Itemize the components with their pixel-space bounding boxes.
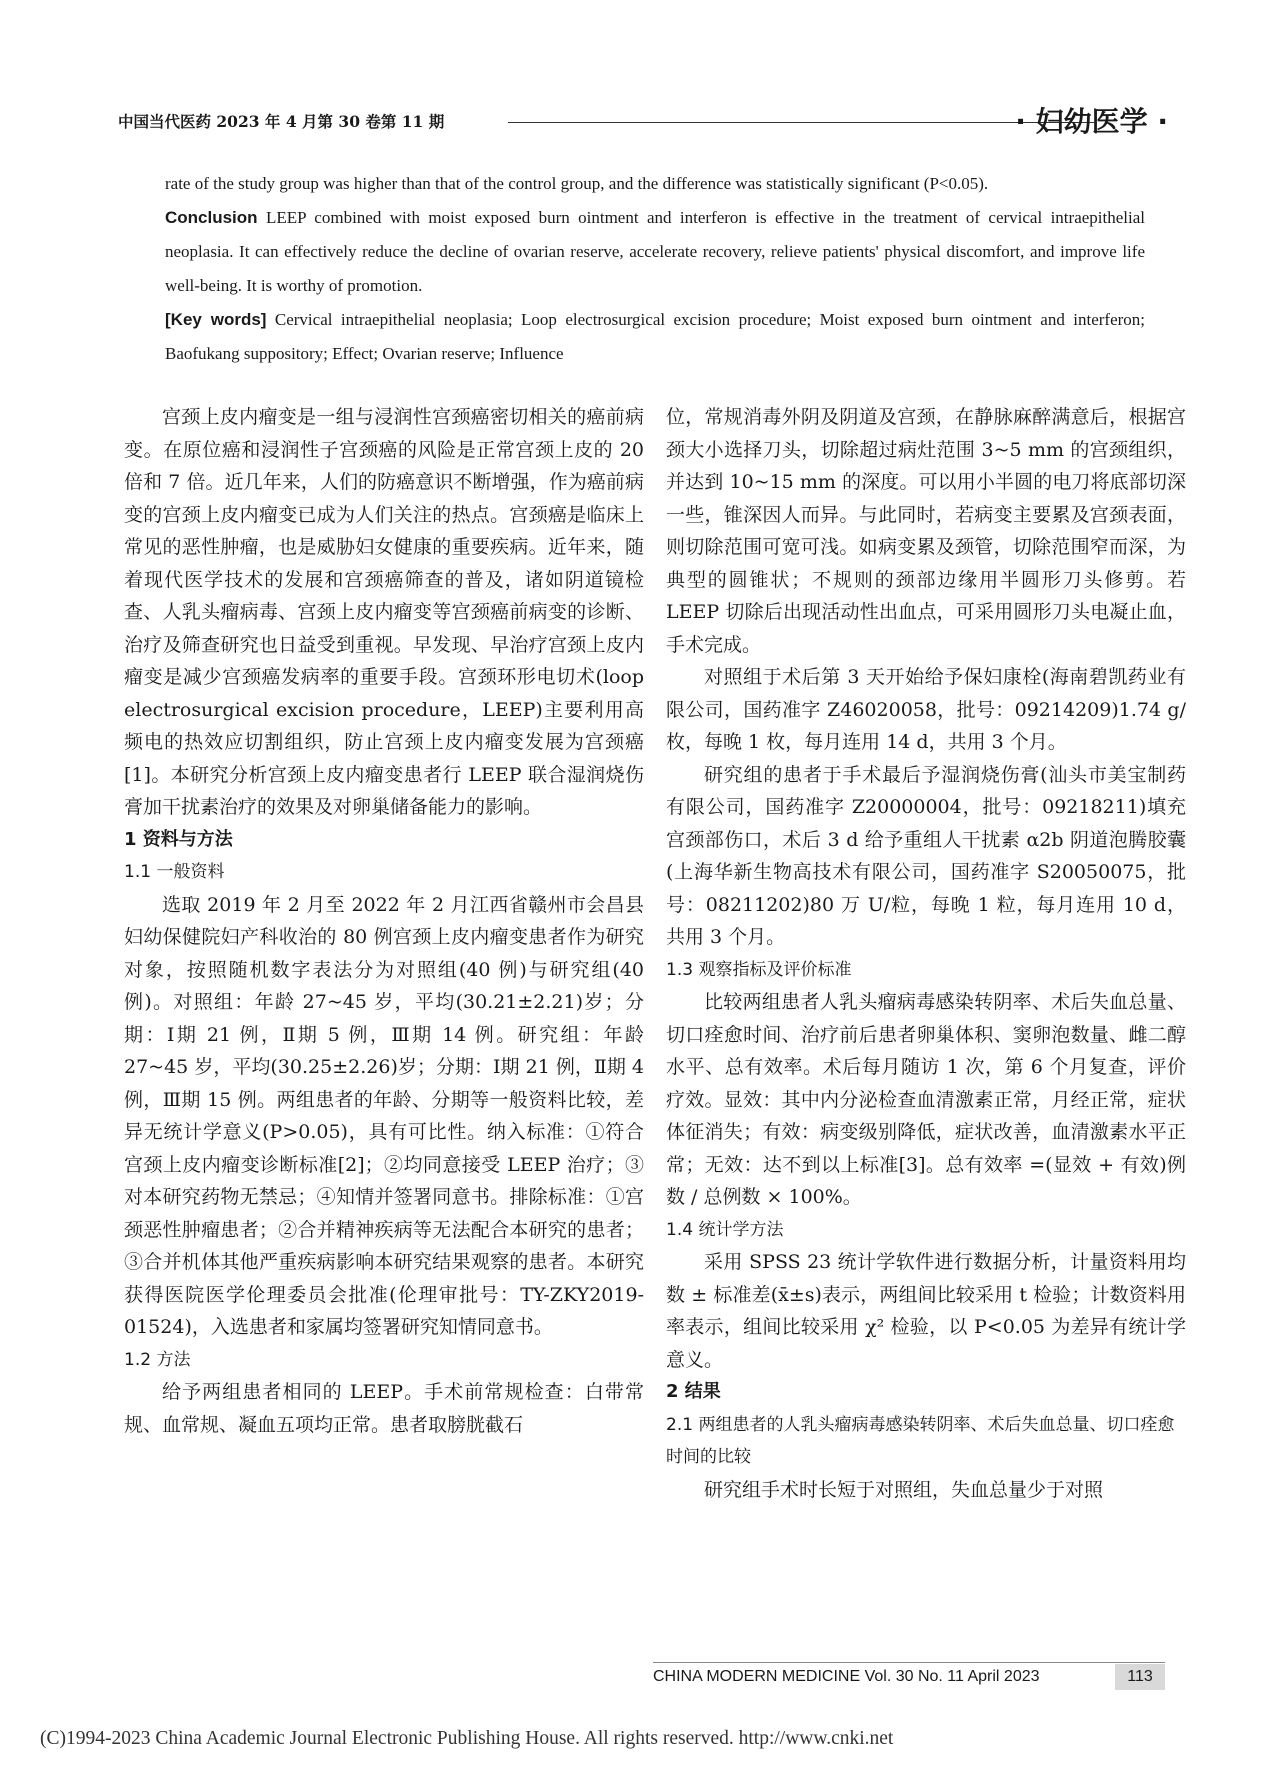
study-group-paragraph: 研究组的患者于手术最后予湿润烧伤膏(汕头市美宝制药有限公司，国药准字 Z20000004，批号：09218211)填充宫颈部伤口，术后 3 d 给予重组人干扰素 α2b 阴道泡腾胶囊(上海华新生物高技术有限公司，国药准字 S20050075，批号：08211202)80 万 U/粒，每晚 1 粒，每月连用 10 d，共用 3 个月。: [666, 763, 1186, 948]
journal-name-english: CHINA MODERN MEDICINE Vol. 30 No. 11 April 2023: [653, 1668, 1040, 1685]
left-column: [124, 401, 644, 1441]
observation-paragraph: 比较两组患者人乳头瘤病毒感染转阴率、术后失血总量、切口痊愈时间、治疗前后患者卵巢体积、窦卵泡数量、雌二醇水平、总有效率。术后每月随访 1 次，第 6 个月复查，评价疗效。显效：其中内分泌检查血清激素正常，月经正常，症状体征消失；有效：病变级别降低，症状改善，血清激素水平正常；无效：达不到以上标准[3]。总有效率 =(显效 + 有效)例数 / 总例数 × 100%。: [666, 991, 1186, 1208]
journal-issue: 中国当代医药 2023 年 4 月第 30 卷第 11 期: [118, 112, 445, 131]
page-number: 113: [1115, 1664, 1165, 1690]
keywords-label: [Key words]: [165, 310, 267, 329]
abstract-results-line: rate of the study group was higher than that of the control group, and the difference was statistically significant (P<0.05).: [165, 174, 989, 193]
abstract-keywords: [165, 303, 1145, 371]
header-rule: [508, 122, 1094, 123]
keywords-text: Cervical intraepithelial neoplasia; Loop electrosurgical excision procedure; Moist exposed burn ointment and interferon; Baofukang suppository; Effect; Ovarian reserve; Influence: [165, 310, 1146, 363]
general-data-paragraph: 选取 2019 年 2 月至 2022 年 2 月江西省赣州市会昌县妇幼保健院妇产科收治的 80 例宫颈上皮内瘤变患者作为研究对象，按照随机数字表法分为对照组(40 例)与研究组(40 例)。对照组：年龄 27~45 岁，平均(30.21±2.21)岁；分期：Ⅰ期 21 例，Ⅱ期 5 例，Ⅲ期 14 例。研究组：年龄 27~45 岁，平均(30.25±2.26)岁；分期：Ⅰ期 21 例，Ⅱ期 4 例，Ⅲ期 15 例。两组患者的年龄、分期等一般资料比较，差异无统计学意义(P>0.05)，具有可比性。纳入标准：①符合宫颈上皮内瘤变诊断标准[2]；②均同意接受 LEEP 治疗；③对本研究药物无禁忌；④知情并签署同意书。排除标准：①宫颈恶性肿瘤患者；②合并精神疾病等无法配合本研究的患者；③合并机体其他严重疾病影响本研究结果观察的患者。本研究获得医院医学伦理委员会批准(伦理审批号：TY-ZKY2019-01524)，入选患者和家属均签署研究知情同意书。: [124, 893, 644, 1338]
heading-observation: 1.3 观察指标及评价标准: [666, 959, 852, 980]
heading-general-data: 1.1 一般资料: [124, 862, 225, 882]
conclusion-text: LEEP combined with moist exposed burn ointment and interferon is effective in the treatment of cervical intraepithelial neoplasia. It can effectively reduce the decline of ovarian reserve, accelerate recovery, relieve patients' physical discomfort, and improve life well-being. It is worthy of promotion.: [165, 208, 1145, 295]
running-header: [118, 104, 1168, 144]
heading-statistics: 1.4 统计学方法: [666, 1219, 784, 1240]
running-footer: [653, 1662, 1165, 1690]
control-group-paragraph: 对照组于术后第 3 天开始给予保妇康栓(海南碧凯药业有限公司，国药准字 Z46020058，批号：09214209)1.74 g/枚，每晚 1 枚，每月连用 14 d，共用 3 个月。: [666, 666, 1186, 753]
conclusion-label: Conclusion: [165, 208, 258, 227]
abstract-conclusion: [165, 201, 1145, 303]
heading-methods: 1 资料与方法: [124, 828, 233, 850]
results-paragraph: 研究组手术时长短于对照组，失血总量少于对照: [704, 1478, 1104, 1501]
method-paragraph: 给予两组患者相同的 LEEP。手术前常规检查：白带常规、血常规、凝血五项均正常。患者取膀胱截石: [124, 1381, 644, 1436]
right-column: [666, 401, 1186, 1506]
footer-rule: [653, 1662, 1165, 1663]
intro-paragraph: 宫颈上皮内瘤变是一组与浸润性宫颈癌密切相关的癌前病变。在原位癌和浸润性子宫颈癌的风险是正常宫颈上皮的 20 倍和 7 倍。近几年来，人们的防癌意识不断增强，作为癌前病变的宫颈上皮内瘤变已成为人们关注的热点。宫颈癌是临床上常见的恶性肿瘤，也是威胁妇女健康的重要疾病。近年来，随着现代医学技术的发展和宫颈癌筛查的普及，诸如阴道镜检查、人乳头瘤病毒、宫颈上皮内瘤变等宫颈癌前病变的诊断、治疗及筛查研究也日益受到重视。早发现、早治疗宫颈上皮内瘤变是减少宫颈癌发病率的重要手段。宫颈环形电切术(loop electrosurgical excision procedure，LEEP)主要利用高频电的热效应切割组织，防止宫颈上皮内瘤变发展为宫颈癌[1]。本研究分析宫颈上皮内瘤变患者行 LEEP 联合湿润烧伤膏加干扰素治疗的效果及对卵巢储备能力的影响。: [124, 406, 644, 818]
method-continued-paragraph: 位，常规消毒外阴及阴道及宫颈，在静脉麻醉满意后，根据宫颈大小选择刀头，切除超过病灶范围 3~5 mm 的宫颈组织，并达到 10~15 mm 的深度。可以用小半圆的电刀将底部切深一些，锥深因人而异。与此同时，若病变主要累及宫颈表面，则切除范围可宽可浅。如病变累及颈管，切除范围窄而深，为典型的圆锥状；不规则的颈部边缘用半圆形刀头修剪。若 LEEP 切除后出现活动性出血点，可采用圆形刀头电凝止血，手术完成。: [666, 406, 1186, 656]
statistics-paragraph: 采用 SPSS 23 统计学软件进行数据分析，计量资料用均数 ± 标准差(x̄±s)表示，两组间比较采用 t 检验；计数资料用率表示，组间比较采用 χ² 检验，以 P<0.05 为差异有统计学意义。: [666, 1251, 1186, 1371]
heading-method: 1.2 方法: [124, 1349, 191, 1370]
heading-results-2-1: 2.1 两组患者的人乳头瘤病毒感染转阴率、术后失血总量、切口痊愈时间的比较: [666, 1414, 1175, 1467]
heading-results: 2 结果: [666, 1381, 721, 1402]
copyright-notice: (C)1994-2023 China Academic Journal Electronic Publishing House. All rights reserved. http://www.cnki.net: [40, 1728, 894, 1749]
section-title: · 妇幼医学 ·: [1015, 105, 1168, 138]
abstract-block: [165, 167, 1145, 371]
